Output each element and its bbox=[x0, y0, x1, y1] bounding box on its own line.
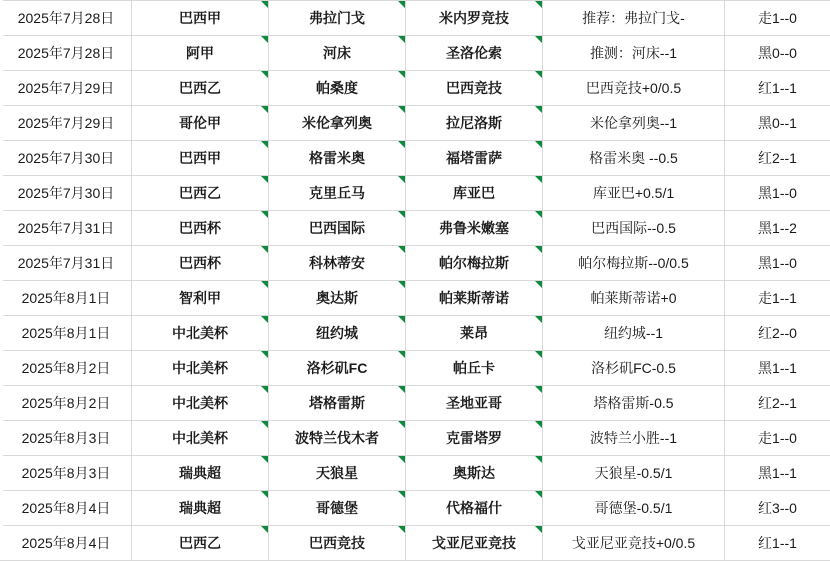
cell-result[interactable]: 走1--0 bbox=[725, 1, 830, 36]
cell-league[interactable]: 瑞典超 bbox=[132, 456, 269, 491]
cell-date[interactable]: 2025年8月2日 bbox=[1, 386, 132, 421]
cell-result[interactable]: 黑1--2 bbox=[725, 211, 830, 246]
cell-tip[interactable]: 巴西竞技+0/0.5 bbox=[543, 71, 725, 106]
table-row[interactable] bbox=[1, 1, 830, 36]
cell-away[interactable]: 巴西竞技 bbox=[406, 71, 543, 106]
cell-tip[interactable]: 纽约城--1 bbox=[543, 316, 725, 351]
cell-tip[interactable]: 天狼星-0.5/1 bbox=[543, 456, 725, 491]
table-row[interactable] bbox=[1, 246, 830, 281]
cell-date[interactable]: 2025年7月31日 bbox=[1, 246, 132, 281]
cell-away[interactable]: 圣地亚哥 bbox=[406, 386, 543, 421]
cell-home[interactable]: 克里丘马 bbox=[269, 176, 406, 211]
cell-away[interactable]: 帕尔梅拉斯 bbox=[406, 246, 543, 281]
cell-date[interactable]: 2025年7月29日 bbox=[1, 106, 132, 141]
cell-date[interactable]: 2025年8月3日 bbox=[1, 456, 132, 491]
cell-league[interactable]: 中北美杯 bbox=[132, 351, 269, 386]
cell-result[interactable]: 红1--1 bbox=[725, 526, 830, 561]
cell-result[interactable]: 走1--1 bbox=[725, 281, 830, 316]
cell-tip[interactable]: 推测：河床--1 bbox=[543, 36, 725, 71]
cell-result[interactable]: 黑1--0 bbox=[725, 176, 830, 211]
cell-home[interactable]: 洛杉矶FC bbox=[269, 351, 406, 386]
cell-date[interactable]: 2025年7月28日 bbox=[1, 36, 132, 71]
cell-league[interactable]: 巴西杯 bbox=[132, 246, 269, 281]
table-row[interactable] bbox=[1, 36, 830, 71]
cell-result[interactable]: 黑0--0 bbox=[725, 36, 830, 71]
table-row[interactable] bbox=[1, 386, 830, 421]
table-row[interactable] bbox=[1, 176, 830, 211]
cell-league[interactable]: 中北美杯 bbox=[132, 316, 269, 351]
cell-result[interactable]: 黑1--0 bbox=[725, 246, 830, 281]
cell-home[interactable]: 巴西竞技 bbox=[269, 526, 406, 561]
cell-league[interactable]: 中北美杯 bbox=[132, 386, 269, 421]
table-row[interactable] bbox=[1, 491, 830, 526]
cell-date[interactable]: 2025年7月28日 bbox=[1, 1, 132, 36]
cell-date[interactable]: 2025年7月30日 bbox=[1, 176, 132, 211]
table-row[interactable] bbox=[1, 421, 830, 456]
cell-date[interactable]: 2025年7月30日 bbox=[1, 141, 132, 176]
cell-date[interactable]: 2025年8月4日 bbox=[1, 526, 132, 561]
cell-result[interactable]: 黑1--1 bbox=[725, 351, 830, 386]
cell-away[interactable]: 福塔雷萨 bbox=[406, 141, 543, 176]
cell-date[interactable]: 2025年7月31日 bbox=[1, 211, 132, 246]
cell-league[interactable]: 中北美杯 bbox=[132, 421, 269, 456]
cell-tip[interactable]: 洛杉矶FC-0.5 bbox=[543, 351, 725, 386]
table-row[interactable] bbox=[1, 456, 830, 491]
cell-result[interactable]: 红2--1 bbox=[725, 141, 830, 176]
cell-result[interactable]: 黑1--1 bbox=[725, 456, 830, 491]
cell-league[interactable]: 智利甲 bbox=[132, 281, 269, 316]
cell-date[interactable]: 2025年8月2日 bbox=[1, 351, 132, 386]
cell-result[interactable]: 黑0--1 bbox=[725, 106, 830, 141]
cell-league[interactable]: 瑞典超 bbox=[132, 491, 269, 526]
cell-league[interactable]: 巴西杯 bbox=[132, 211, 269, 246]
cell-league[interactable]: 阿甲 bbox=[132, 36, 269, 71]
cell-tip[interactable]: 格雷米奥 --0.5 bbox=[543, 141, 725, 176]
cell-date[interactable]: 2025年8月3日 bbox=[1, 421, 132, 456]
cell-away[interactable]: 帕丘卡 bbox=[406, 351, 543, 386]
cell-away[interactable]: 奥斯达 bbox=[406, 456, 543, 491]
cell-home[interactable]: 科林蒂安 bbox=[269, 246, 406, 281]
table-row[interactable] bbox=[1, 71, 830, 106]
cell-away[interactable]: 弗鲁米嫩塞 bbox=[406, 211, 543, 246]
cell-away[interactable]: 代格福什 bbox=[406, 491, 543, 526]
cell-tip[interactable]: 波特兰小胜--1 bbox=[543, 421, 725, 456]
table-body bbox=[1, 1, 830, 561]
cell-away[interactable]: 拉尼洛斯 bbox=[406, 106, 543, 141]
cell-tip[interactable]: 帕尔梅拉斯--0/0.5 bbox=[543, 246, 725, 281]
cell-result[interactable]: 红3--0 bbox=[725, 491, 830, 526]
cell-home[interactable]: 塔格雷斯 bbox=[269, 386, 406, 421]
cell-league[interactable]: 哥伦甲 bbox=[132, 106, 269, 141]
cell-league[interactable]: 巴西甲 bbox=[132, 141, 269, 176]
cell-tip[interactable]: 米伦拿列奥--1 bbox=[543, 106, 725, 141]
table-row[interactable] bbox=[1, 281, 830, 316]
table-row[interactable] bbox=[1, 106, 830, 141]
cell-home[interactable]: 米伦拿列奥 bbox=[269, 106, 406, 141]
cell-home[interactable]: 天狼星 bbox=[269, 456, 406, 491]
cell-date[interactable]: 2025年8月1日 bbox=[1, 316, 132, 351]
cell-home[interactable]: 帕桑度 bbox=[269, 71, 406, 106]
table-row[interactable] bbox=[1, 141, 830, 176]
cell-away[interactable]: 库亚巴 bbox=[406, 176, 543, 211]
table-row[interactable] bbox=[1, 351, 830, 386]
cell-result[interactable]: 红2--0 bbox=[725, 316, 830, 351]
cell-date[interactable]: 2025年8月1日 bbox=[1, 281, 132, 316]
cell-tip[interactable]: 库亚巴+0.5/1 bbox=[543, 176, 725, 211]
cell-away[interactable]: 米内罗竞技 bbox=[406, 1, 543, 36]
cell-league[interactable]: 巴西乙 bbox=[132, 71, 269, 106]
cell-result[interactable]: 红2--1 bbox=[725, 386, 830, 421]
cell-home[interactable]: 纽约城 bbox=[269, 316, 406, 351]
cell-league[interactable]: 巴西乙 bbox=[132, 526, 269, 561]
cell-result[interactable]: 走1--0 bbox=[725, 421, 830, 456]
cell-date[interactable]: 2025年8月4日 bbox=[1, 491, 132, 526]
cell-tip[interactable]: 戈亚尼亚竞技+0/0.5 bbox=[543, 526, 725, 561]
table-row[interactable] bbox=[1, 316, 830, 351]
cell-league[interactable]: 巴西乙 bbox=[132, 176, 269, 211]
cell-home[interactable]: 巴西国际 bbox=[269, 211, 406, 246]
cell-home[interactable]: 哥德堡 bbox=[269, 491, 406, 526]
cell-away[interactable]: 圣洛伦索 bbox=[406, 36, 543, 71]
cell-date[interactable]: 2025年7月29日 bbox=[1, 71, 132, 106]
cell-league[interactable]: 巴西甲 bbox=[132, 1, 269, 36]
cell-away[interactable]: 帕莱斯蒂诺 bbox=[406, 281, 543, 316]
cell-away[interactable]: 戈亚尼亚竞技 bbox=[406, 526, 543, 561]
cell-away[interactable]: 莱昂 bbox=[406, 316, 543, 351]
cell-home[interactable]: 弗拉门戈 bbox=[269, 1, 406, 36]
cell-away[interactable]: 克雷塔罗 bbox=[406, 421, 543, 456]
cell-tip[interactable]: 哥德堡-0.5/1 bbox=[543, 491, 725, 526]
cell-home[interactable]: 奥达斯 bbox=[269, 281, 406, 316]
cell-result[interactable]: 红1--1 bbox=[725, 71, 830, 106]
cell-home[interactable]: 格雷米奥 bbox=[269, 141, 406, 176]
cell-tip[interactable]: 帕莱斯蒂诺+0 bbox=[543, 281, 725, 316]
cell-tip[interactable]: 巴西国际--0.5 bbox=[543, 211, 725, 246]
cell-home[interactable]: 波特兰伐木者 bbox=[269, 421, 406, 456]
table-row[interactable] bbox=[1, 211, 830, 246]
cell-home[interactable]: 河床 bbox=[269, 36, 406, 71]
cell-tip[interactable]: 塔格雷斯-0.5 bbox=[543, 386, 725, 421]
cell-tip[interactable]: 推荐：弗拉门戈- bbox=[543, 1, 725, 36]
table-row[interactable] bbox=[1, 526, 830, 561]
